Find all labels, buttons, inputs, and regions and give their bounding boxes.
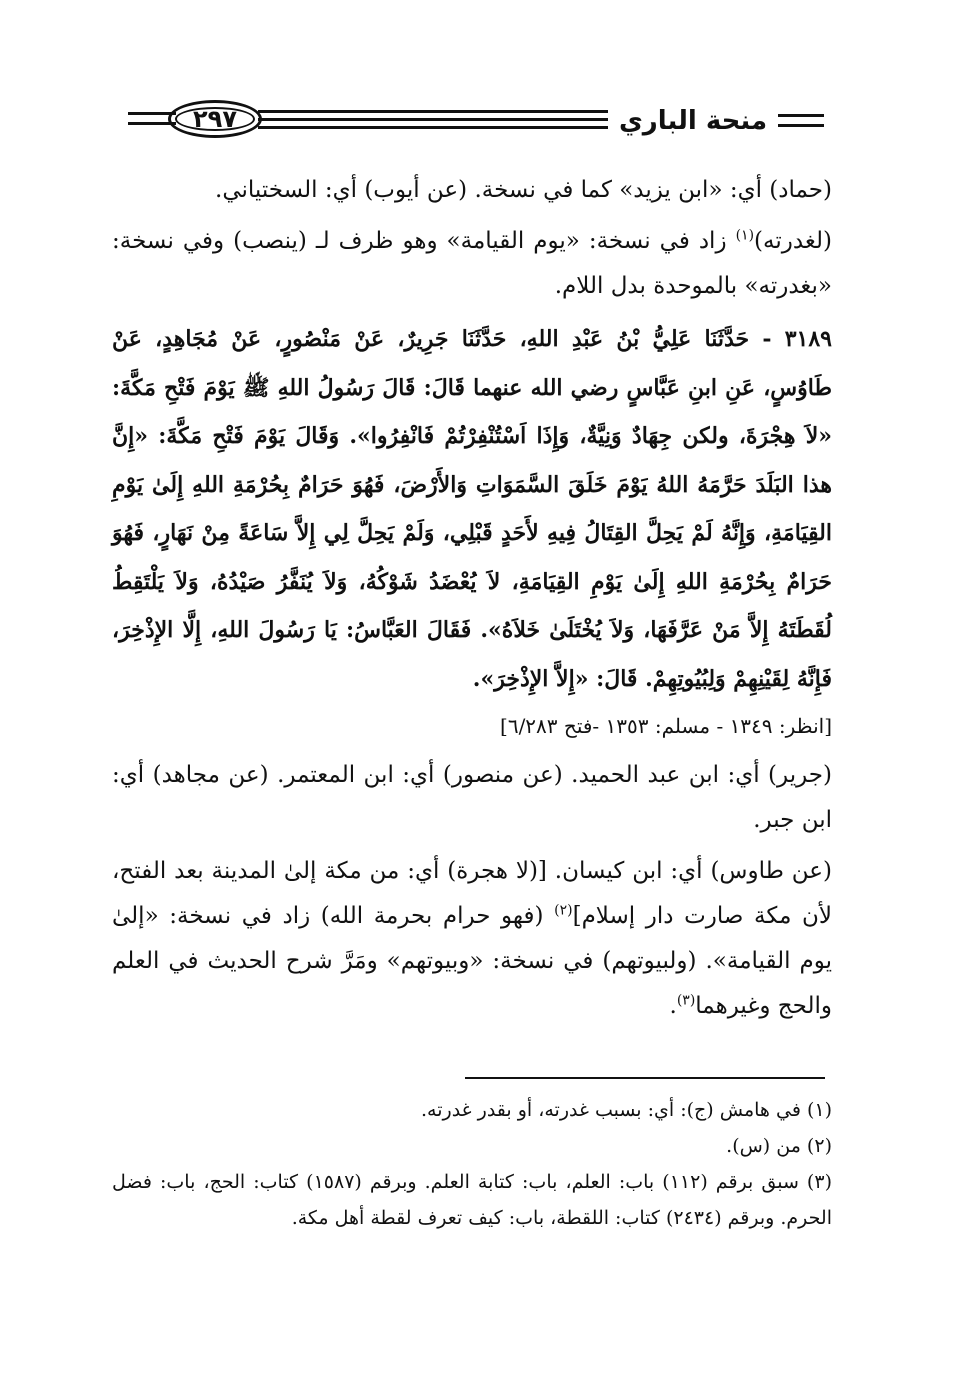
commentary-paragraph-4 [112, 849, 832, 1029]
commentary-text-a: (عن طاوس) أي: ابن كيسان. [(لا هجرة) أي: من مكة إلىٰ المدينة بعد الفتح، لأن مكة صارت دار إسلام] [112, 858, 832, 929]
commentary-paragraph-2 [112, 219, 832, 309]
header-rule-mid-top [258, 110, 608, 113]
footnotes [112, 1092, 832, 1236]
page-number: ٢٩٧ [193, 105, 237, 133]
page-number-oval [168, 100, 262, 138]
commentary-text-b: (فهو حرام بحرمة الله) زاد في نسخة: «إلىٰ يوم القيامة». (ولبيوتهم) في نسخة: «وبيوتهم» ومَرَّ شرح الحديث في العلم والحج وغيرهما [112, 903, 832, 1019]
commentary-lemma: (لغدرته) [754, 228, 832, 254]
hadith-reference: [انظر: ١٣٤٩ - مسلم: ١٣٥٣ -فتح ٦/٢٨٣] [500, 714, 832, 738]
book-title: منحة الباري [618, 106, 768, 136]
header-rule-mid-middle [258, 118, 608, 121]
footnote-separator [465, 1077, 825, 1079]
header-rule-right-top [778, 114, 824, 117]
page-header [0, 92, 959, 152]
footnote-marker-1: (١) [735, 227, 755, 244]
header-rule-right-bottom [778, 124, 824, 127]
footnote-marker-2: (٢) [554, 902, 573, 919]
footnote-1: (١) في هامش (ج): أي: بسبب غدرته، أو بقدر غدرته. [421, 1099, 832, 1121]
hadith-text: ٣١٨٩ - حَدَّثَنَا عَلِيُّ بْنُ عَبْدِ اللهِ، حَدَّثَنَا جَرِيرٌ، عَنْ مَنْصُورٍ، عَنْ مُجَاهِدٍ، عَنْ طَاوُسٍ، عَنِ ابنِ عَبَّاسٍ رضي الله عنهما قَالَ: قَالَ رَسُولُ اللهِ ﷺ يَوْمَ فَتْحِ مَكَّةَ: «لاَ هِجْرَةَ، ولكن جِهَادٌ وَنِيَّةٌ، وَإِذَا اَسْتُنْفِرْتُمْ فَانْفِرُوا». وَقَالَ يَوْمَ فَتْحِ مَكَّةَ: «إِنَّ هذا البَلَدَ حَرَّمَهُ اللهُ يَوْمَ خَلَقَ السَّمَوَاتِ وَالأَرْضَ، فَهُوَ حَرَامٌ بِحُرْمَةِ اللهِ إِلَىٰ يَوْمِ القِيَامَةِ، وَإِنَّهُ لَمْ يَحِلَّ القِتَالُ فِيهِ لأَحَدٍ قَبْلِي، وَلَمْ يَحِلَّ لِي إِلاَّ سَاعَةً مِنْ نَهَارٍ، فَهُوَ حَرَامٌ بِحُرْمَةِ اللهِ إِلَىٰ يَوْمِ القِيَامَةِ، لاَ يُعْضَدُ شَوْكُهُ، وَلاَ يُنَفَّرُ صَيْدُهُ، وَلاَ يَلْتَقِطُ لُقَطَتَهُ إِلاَّ مَنْ عَرَّفَهَا، وَلاَ يُخْتَلَىٰ خَلاَهُ». فَقَالَ العَبَّاسُ: يَا رَسُولَ اللهِ، إِلَّا الإِذْخِرَ، فَإِنَّهُ لِقَيْنِهِمْ وَلِبُيُوتِهِمْ. قَالَ: «إِلاَّ الإِذْخِرَ». [112, 326, 833, 692]
main-text [112, 168, 832, 1035]
commentary-text: زاد في نسخة: «يوم القيامة» وهو ظرف لـ (ينصب) وفي نسخة: «بغدرته» بالموحدة بدل اللام. [112, 228, 832, 299]
commentary-paragraph-1: (حماد) أي: «ابن يزيد» كما في نسخة. (عن أيوب) أي: السختياني. [215, 177, 832, 203]
commentary-text-end: . [669, 993, 677, 1019]
footnote-3: (٣) سبق برقم (١١٢) باب: العلم، باب: كتابة العلم. وبرقم (١٥٨٧) كتاب: الحج، باب: فضل الحرم. وبرقم (٢٤٣٤) كتاب: اللقطة، باب: كيف تعرف لقطة أهل مكة. [112, 1171, 832, 1229]
footnote-2: (٢) من (س). [726, 1135, 832, 1157]
commentary-paragraph-3: (جرير) أي: ابن عبد الحميد. (عن منصور) أي: ابن المعتمر. (عن مجاهد) أي: ابن جبر. [112, 762, 832, 833]
footnote-marker-3: (٣) [676, 992, 696, 1009]
header-rule-mid-bottom [258, 126, 608, 129]
